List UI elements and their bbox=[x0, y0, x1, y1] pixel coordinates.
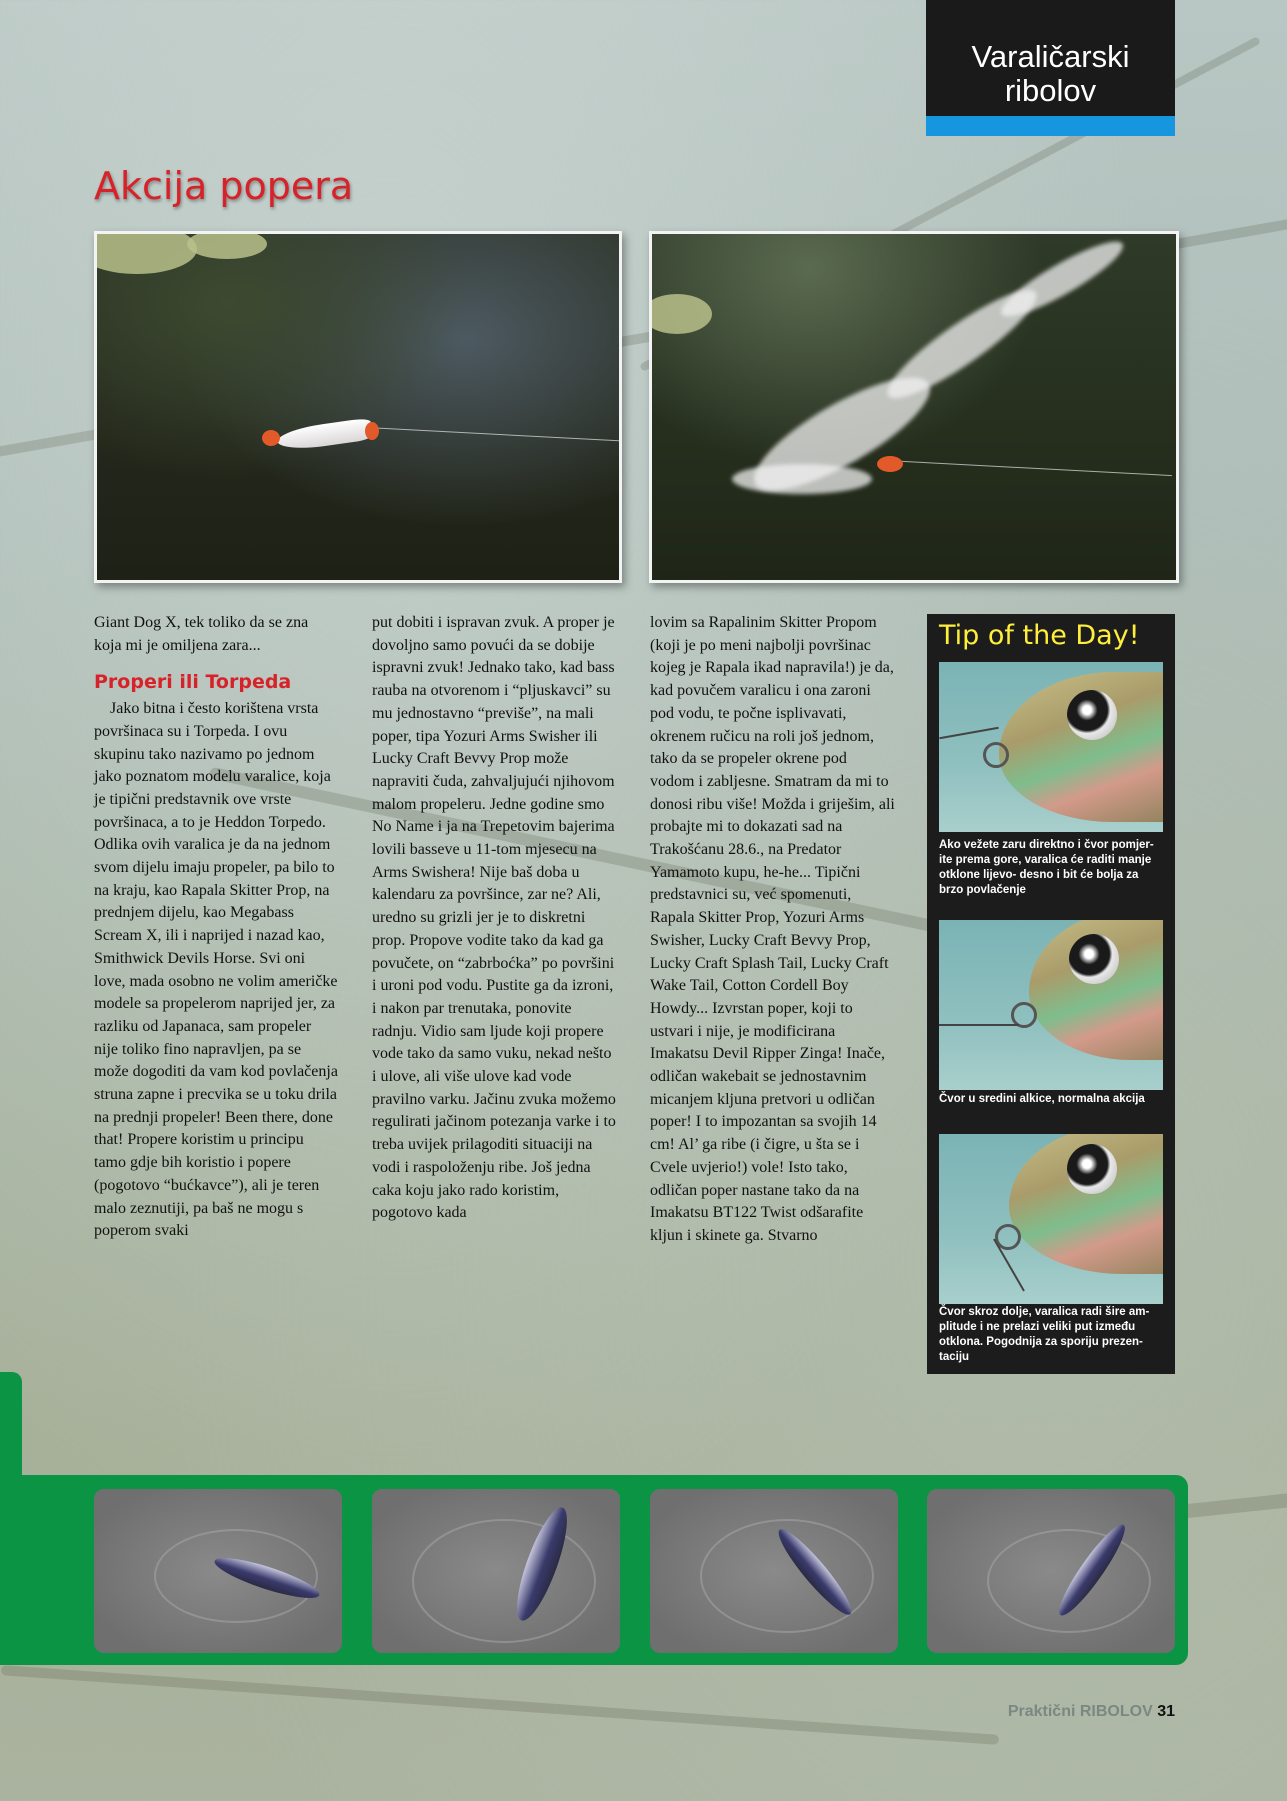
article-paragraph: put dobiti i ispravan zvuk. A proper je dovoljno samo povući da se dobije ispravni zvuk! Jednako tako, kad bass rauba na otvorenom i “pljuskavci” su mu jednostavno “previše”, na mali poper, tipa Yozuri Arms Swisher ili Lucky Craft Bevvy Prop može napraviti čuda, zahvaljujući njihovom malom propeleru. Jedne godine smo No Name i ja na Trepetovim bajerima lovili basseve u 11-tom mjesecu na Arms Swishera! Nije baš doba u kalendaru za površince, zar ne? Ali, uredno su grizli jer je to diskretni prop. Propove vodite tako da kad ga povučete, on “zabrboćka” po površini i uroni pod vodu. Pustite ga da izroni, i nakon par trenutaka, ponovite radnju. Vidio sam ljude koji propere vode tako da samo vuku, nekad nešto i ulove, ali više ulove kad vode pravilno varku. Jačinu zvuka možemo regulirati jačinom potezanja varke i to treba uvijek prilagoditi situaciji na vodi i raspoloženju ribe. Još jedna caka koju jako rado koristim, pogotovo kada bbox=[372, 614, 616, 1222]
fishing-line bbox=[939, 727, 998, 739]
knot-middle-photo bbox=[939, 920, 1163, 1090]
publication-name: Praktični RIBOLOV bbox=[1007, 1703, 1153, 1720]
lure-in-water-photo-4 bbox=[927, 1489, 1175, 1653]
popper-lure-head bbox=[365, 422, 379, 440]
water-ripple bbox=[987, 1529, 1151, 1633]
page-title: Akcija popera bbox=[94, 164, 354, 208]
split-ring bbox=[983, 742, 1009, 768]
fishing-line bbox=[939, 1024, 1019, 1026]
article-paragraph: lovim sa Rapalinim Skitter Propom (koji je po meni najbolji površinac kojeg je Rapala ikad napravila!) je da, kad povučem varalicu i ona zaroni pod vodu, te počne isplivavati, okrenem ručicu na roli još jednom, tako da se propeler okrene pod vodom i zabljesne. Smatram da mi to donosi ribu više! Možda i griješim, ali probajte mi to dokazati sad na Trakošćanu 28.6., na Predator Yamamoto kupu, he-he... Tipični predstavnici su, već spomenuti, Rapala Skitter Prop, Yozuri Arms Swisher, Lucky Craft Bevvy Prop, Lucky Craft Splash Tail, Lucky Craft Wake Tail, Cotton Cordell Boy Howdy... Izvrstan poper, koji to ustvari i nije, je modificirana Imakatsu Devil Ripper Zinga! Inače, odličan wakebait se jednostavnim micanjem kljuna pretvori u odličan poper! I to impozantan sa svojih 14 cm! Al’ ga ribe (i čigre, u šta se i Cvele uvjerio!) vole! Isto tako, odličan poper nastane tako da na Imakatsu BT122 Twist odšarafite kljun i skinete ga. Stvarno bbox=[650, 614, 895, 1244]
tip-title: Tip of the Day! bbox=[939, 620, 1140, 651]
fishing-line bbox=[902, 461, 1172, 476]
article-column-3 bbox=[650, 612, 895, 1248]
knot-top-photo bbox=[939, 662, 1163, 832]
lure-in-water-photo-2 bbox=[372, 1489, 620, 1653]
lure-in-water-photo-1 bbox=[94, 1489, 342, 1653]
section-accent-bar bbox=[926, 116, 1175, 136]
green-side-tab bbox=[0, 1372, 22, 1482]
article-column-1 bbox=[94, 612, 339, 1243]
water-splash bbox=[994, 231, 1130, 327]
tip-caption-2: Čvor u sredini alkice, normalna akcija bbox=[939, 1093, 1145, 1105]
background-stem bbox=[1, 1665, 999, 1745]
tip-caption-1: Ako vežete zaru direktno i čvor pomjer-ite prema gore, varalica će raditi manje otklone lijevo- desno i bit će bolja za brzo povlačenje bbox=[939, 839, 1154, 896]
tip-of-the-day-box bbox=[927, 614, 1175, 1374]
popper-lure-tail bbox=[262, 430, 280, 446]
lure-on-water-photo bbox=[94, 231, 622, 583]
article-column-2 bbox=[372, 612, 617, 1225]
lure-eye bbox=[1067, 690, 1117, 740]
section-tab bbox=[926, 0, 1175, 136]
section-title bbox=[926, 40, 1175, 108]
lure-splash-photo bbox=[649, 231, 1179, 583]
fishing-line bbox=[377, 428, 622, 442]
popper-lure bbox=[276, 417, 373, 452]
article-paragraph: Giant Dog X, tek toliko da se zna koja mi je omiljena zara... bbox=[94, 614, 309, 654]
water-ripple bbox=[412, 1519, 596, 1643]
lily-pad bbox=[649, 294, 712, 334]
lure-eye bbox=[1069, 934, 1119, 984]
lure-in-water-photo-3 bbox=[650, 1489, 898, 1653]
lure-eye bbox=[1067, 1144, 1117, 1194]
knot-bottom-photo bbox=[939, 1134, 1163, 1304]
article-paragraph: Jako bitna i često korištena vrsta površinaca su i Torpeda. I ovu skupinu tako nazivamo po jednom jako poznatom modelu varalice, koja je tipični predstavnik ove vrste površinaca, a to je Heddon Torpedo. Odlika ovih varalica je da na jednom svom dijelu imaju propeler, pa bilo to na kraju, kao Rapala Skitter Prop, na prednjem dijelu, kao Megabass Scream X, ili i naprijed i nazad kao, Smithwick Devils Horse. Svi oni love, mada osobno ne volim američke modele sa propelerom naprijed jer, za razliku od Japanaca, sam propeler nije toliko fino napravljen, pa se može dogoditi da vam kod povlačenja struna zapne i precvika se u toku drila na prednji propeler! Been there, done that! Propere koristim u principu tamo gdje bih koristio i popere (pogotovo “bućkavce”), ali je teren malo zeznutiji, pa baš ne mogu s poperom svaki bbox=[94, 700, 338, 1240]
page-number: 31 bbox=[1157, 1703, 1175, 1720]
section-title-line2: ribolov bbox=[1004, 73, 1097, 108]
lily-pad bbox=[187, 231, 267, 259]
tip-caption-3: Čvor skroz dolje, varalica radi šire am-plitude i ne prelazi veliki put između otklona. Pogodnija za sporiju prezen-taciju bbox=[939, 1306, 1150, 1363]
article-subheading: Properi ili Torpeda bbox=[94, 671, 292, 694]
water-splash bbox=[732, 464, 872, 494]
lily-pad bbox=[94, 231, 197, 274]
section-title-line1: Varaličarski bbox=[971, 39, 1130, 74]
popper-lure bbox=[877, 456, 903, 472]
page-footer bbox=[1008, 1703, 1175, 1721]
